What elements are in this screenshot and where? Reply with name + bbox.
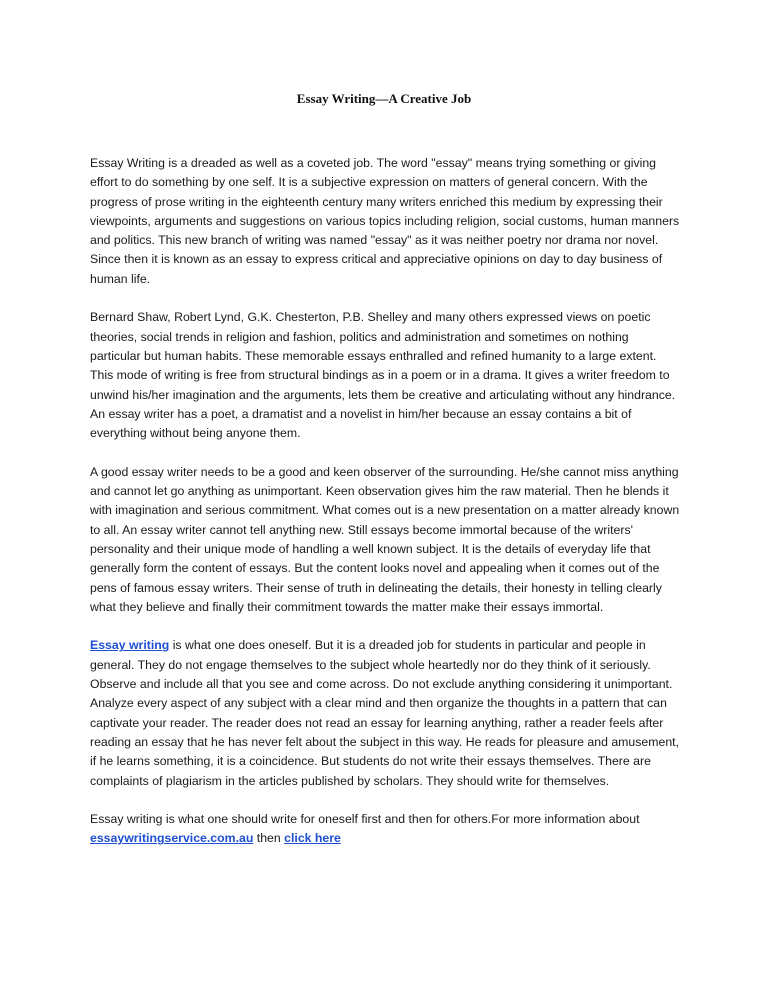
paragraph-4-text: is what one does oneself. But it is a dreaded job for students in particular and people in general. They do not engage themselves to the subject whole heartedly nor do they think of it seriously. Observe and include all that you see and come across. Do not exclude anything considering it unimportant. Analyze every aspect of any subject with a clear mind and then organize the thoughts in a pattern that can captivate your reader. The reader does not read an essay for learning anything, rather a reader feels after reading an essay that he has never felt about the subject in this way. He reads for pleasure and amusement, if he learns something, it is a coincidence. But students do not write their essays themselves. There are complaints of plagiarism in the articles published by scholars. They should write for themselves. xyxy=(90,638,680,788)
click-here-link[interactable]: click here xyxy=(284,831,341,846)
paragraph-3: A good essay writer needs to be a good and keen observer of the surrounding. He/she cannot miss anything and cannot let go anything as unimportant. Keen observation gives him the raw material. Then he blends it with imagination and serious commitment. What comes out is a new presentation on a matter already known to all. An essay writer cannot tell anything new. Still essays become immortal because of the writers' personality and their unique mode of handling a well known subject. It is the details of everyday life that generally form the content of essays. But the content looks novel and appealing when it comes out of the pens of famous essay writers. Their sense of truth in delineating the details, their honesty in telling clearly what they believe and finally their commitment towards the matter make their essays immortal. xyxy=(90,464,680,614)
document-body xyxy=(90,154,680,868)
paragraph-5 xyxy=(90,810,680,849)
site-link[interactable]: essaywritingservice.com.au xyxy=(90,831,254,846)
essay-writing-link[interactable]: Essay writing xyxy=(90,638,170,653)
paragraph-5-text: Essay writing is what one should write for oneself first and then for others.For more information about xyxy=(90,812,640,827)
paragraph-2: Bernard Shaw, Robert Lynd, G.K. Chesterton, P.B. Shelley and many others expressed views on poetic theories, social trends in religion and fashion, politics and administration and sometimes on nothing particular but human habits. These memorable essays enthralled and refined humanity to a large extent. This mode of writing is free from structural bindings as in a poem or in a drama. It gives a writer freedom to unwind his/her imagination and the arguments, lets them be creative and articulating without any hindrance. An essay writer has a poet, a dramatist and a novelist in him/her because an essay contains a bit of everything without being anyone them. xyxy=(90,310,676,441)
paragraph-4 xyxy=(90,636,680,790)
paragraph-5-middle: then xyxy=(253,831,285,846)
paragraph-1: Essay Writing is a dreaded as well as a coveted job. The word "essay" means trying something or giving effort to do something by one self. It is a subjective expression on matters of general concern. With the progress of prose writing in the eighteenth century many writers enriched this medium by expressing their viewpoints, arguments and suggestions on various topics including religion, social customs, human manners and politics. This new branch of writing was named "essay" as it was neither poetry nor drama nor novel. Since then it is known as an essay to express critical and appreciative opinions on day to day business of human life. xyxy=(90,156,680,286)
document-title: Essay Writing—A Creative Job xyxy=(296,91,472,106)
